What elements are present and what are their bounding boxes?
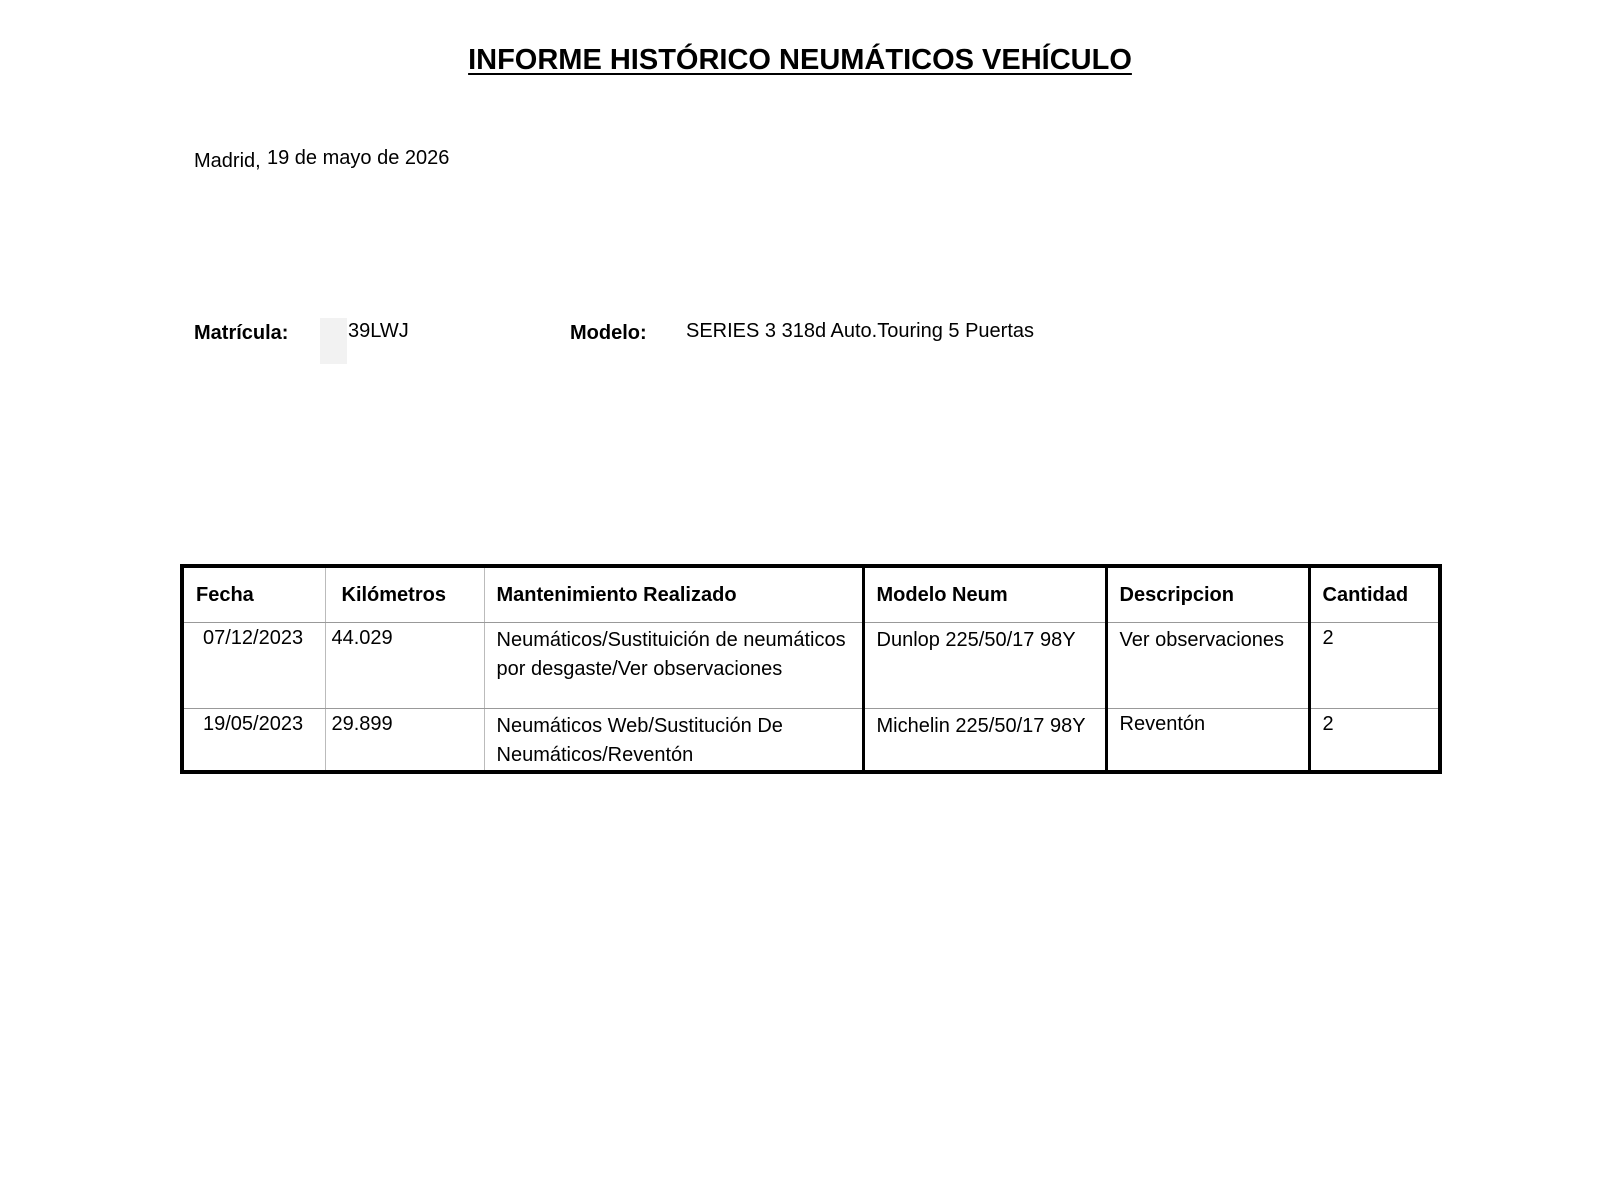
table-row (182, 709, 1440, 773)
cell-descripcion: Reventón (1106, 709, 1309, 773)
cell-cantidad: 2 (1322, 713, 1334, 735)
table-header-row (182, 566, 1440, 623)
plate-label: Matrícula: (194, 322, 289, 344)
plate-value: 39LWJ (348, 320, 409, 342)
cell-modelo: Michelin 225/50/17 98Y (863, 709, 1106, 773)
table-row (182, 623, 1440, 709)
plate-redaction (320, 318, 347, 364)
header-descripcion: Descripcion (1106, 566, 1309, 623)
report-date: 19 de mayo de 2026 (267, 147, 450, 169)
report-title (0, 44, 1600, 77)
cell-descripcion: Ver observaciones (1106, 623, 1309, 709)
cell-mantenimiento: Neumáticos Web/Sustitución De Neumáticos/Reventón (484, 709, 863, 773)
cell-modelo: Dunlop 225/50/17 98Y (863, 623, 1106, 709)
cell-cantidad: 2 (1309, 623, 1440, 709)
cell-km: 44.029 (325, 623, 484, 709)
cell-mantenimiento: Neumáticos/Sustituición de neumáticos por desgaste/Ver observaciones (484, 623, 863, 709)
header-kilometros: Kilómetros (325, 566, 484, 623)
header-mantenimiento: Mantenimiento Realizado (484, 566, 863, 623)
header-fecha: Fecha (182, 566, 325, 623)
report-title-text: INFORME HISTÓRICO NEUMÁTICOS VEHÍCULO (468, 44, 1132, 76)
model-value: SERIES 3 318d Auto.Touring 5 Puertas (686, 320, 1034, 342)
cell-fecha: 07/12/2023 (182, 623, 325, 709)
header-cantidad: Cantidad (1309, 566, 1440, 623)
tire-history-table (180, 564, 1442, 774)
report-place: Madrid, (194, 150, 261, 172)
header-modelo-neum: Modelo Neum (863, 566, 1106, 623)
model-label: Modelo: (570, 322, 647, 344)
cell-fecha: 19/05/2023 (182, 709, 325, 773)
cell-km: 29.899 (325, 709, 484, 773)
